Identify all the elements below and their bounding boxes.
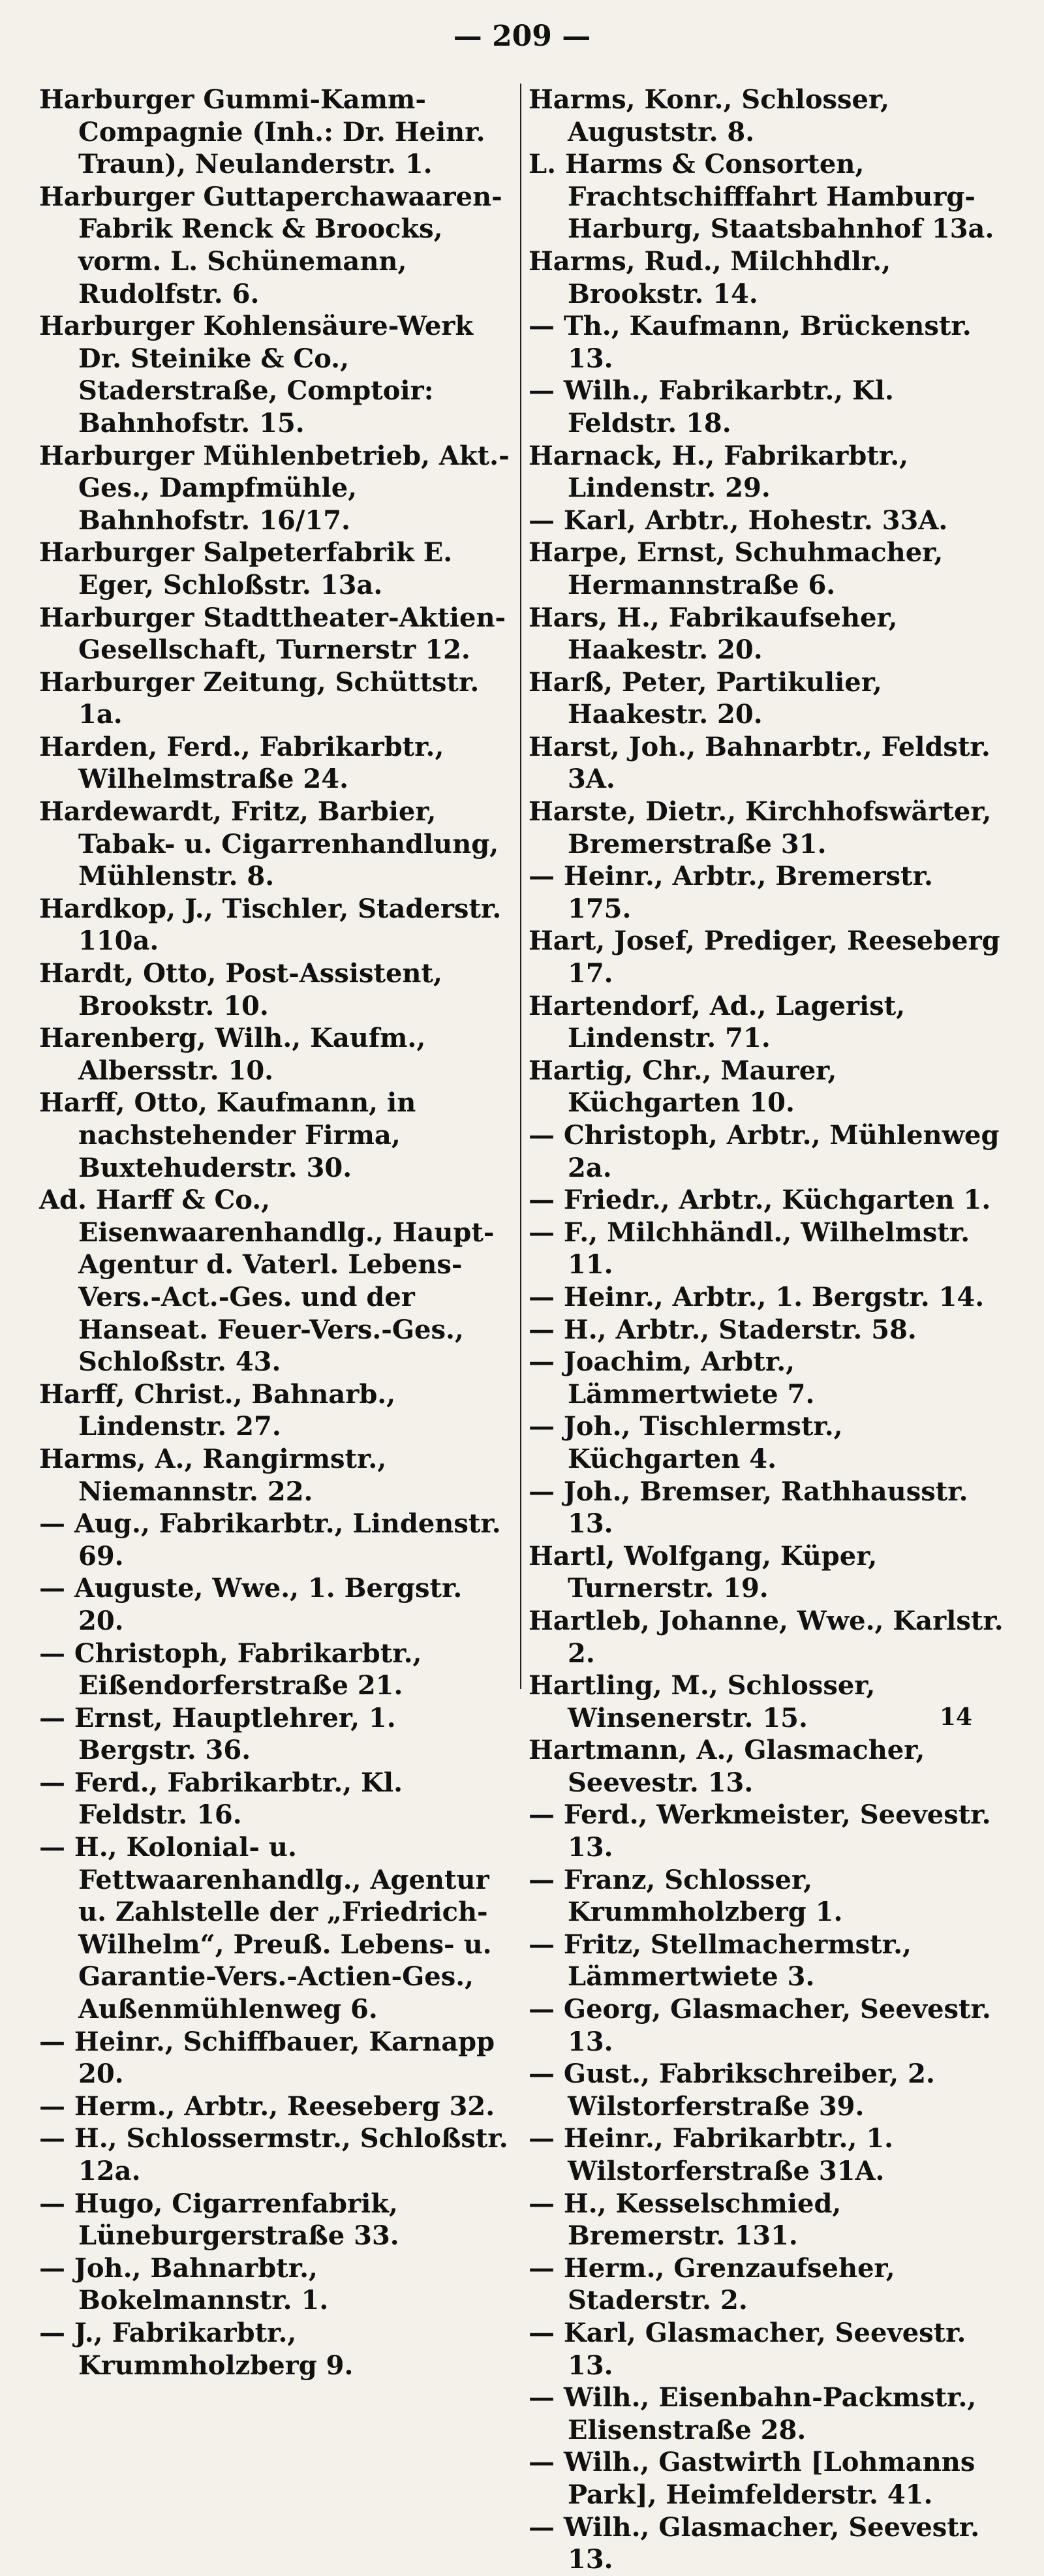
directory-entry: Harburger Gummi-Kamm-Compagnie (Inh.: Dr. Heinr. Traun), Neulanderstr. 1. (39, 84, 485, 180)
directory-entry: Hartling, M., Schlosser, Winsenerstr. 15. (529, 1670, 876, 1733)
directory-entry: — Heinr., Arbtr., 1. Bergstr. 14. (529, 1281, 985, 1312)
directory-entry: Harff, Christ., Bahnarb., Lindenstr. 27. (39, 1378, 396, 1442)
directory-entry: Hartig, Chr., Maurer, Küchgarten 10. (529, 1055, 837, 1119)
directory-entry: — Wilh., Gastwirth [Lohmanns Park], Heimfelderstr. 41. (529, 2447, 975, 2510)
directory-entry: — Franz, Schlosser, Krummholzberg 1. (529, 1864, 843, 1928)
directory-entry: Harnack, H., Fabrikarbtr., Lindenstr. 29. (529, 440, 909, 504)
directory-entry: Harff, Otto, Kaufmann, in nachstehender Firma, Buxtehuderstr. 30. (39, 1087, 416, 1183)
directory-entry: Hartleb, Johanne, Wwe., Karlstr. 2. (529, 1605, 1004, 1669)
directory-entry: — Heinr., Fabrikarbtr., 1. Wilstorferstraße 31A. (529, 2123, 894, 2186)
directory-entry: Harburger Stadttheater-Aktien-Gesellschaft, Turnerstr 12. (39, 602, 506, 666)
directory-entry: — Christoph, Arbtr., Mühlenweg 2a. (529, 1120, 1000, 1183)
directory-entry: — Friedr., Arbtr., Küchgarten 1. (529, 1185, 991, 1216)
directory-entry: Harste, Dietr., Kirchhofswärter, Bremerstraße 31. (529, 796, 992, 860)
directory-entry: — Th., Kaufmann, Brückenstr. 13. (529, 311, 972, 374)
directory-entry: — Auguste, Wwe., 1. Bergstr. 20. (39, 1573, 463, 1636)
directory-entry: Harburger Guttaperchawaaren-Fabrik Renck & Broocks, vorm. L. Schünemann, Rudolfstr. 6. (39, 181, 502, 309)
page-number: — 209 — (453, 20, 591, 53)
directory-entry: — Karl, Glasmacher, Seevestr. 13. (529, 2317, 966, 2381)
directory-entry: — F., Milchhändl., Wilhelmstr. 11. (529, 1217, 970, 1280)
directory-entry: Harms, Rud., Milchhdlr., Brookstr. 14. (529, 245, 891, 309)
directory-entry: L. Harms & Consorten, Frachtschifffahrt Hamburg-Harburg, Staatsbahnhof 13a. (529, 149, 994, 245)
directory-entry: — Wilh., Glasmacher, Seevestr. 13. (529, 2511, 980, 2575)
directory-entry: Harburger Zeitung, Schüttstr. 1a. (39, 666, 480, 730)
directory-entry: — J., Fabrikarbtr., Krummholzberg 9. (39, 2317, 354, 2381)
printer-signature: 14 (939, 1703, 972, 1731)
directory-entry: Hartendorf, Ad., Lagerist, Lindenstr. 71. (529, 990, 906, 1054)
left-column (39, 84, 515, 2382)
directory-entry: — Georg, Glasmacher, Seevestr. 13. (529, 1994, 991, 2057)
directory-entry: Hartmann, A., Glasmacher, Seevestr. 13. (529, 1735, 925, 1798)
directory-entry: Harenberg, Wilh., Kaufm., Albersstr. 10. (39, 1023, 426, 1086)
directory-entry: — Heinr., Schiffbauer, Karnapp 20. (39, 2026, 495, 2090)
directory-entry: — H., Schlossermstr., Schloßstr. 12a. (39, 2123, 508, 2186)
directory-entry: — Christoph, Fabrikarbtr., Eißendorferstraße 21. (39, 1637, 422, 1701)
directory-entry: Harms, A., Rangirmstr., Niemannstr. 22. (39, 1443, 387, 1507)
directory-entry: Harpe, Ernst, Schuhmacher, Hermannstraße 6. (529, 537, 944, 600)
directory-entry: — Joh., Bremser, Rathhausstr. 13. (529, 1476, 968, 1540)
directory-entry: — Karl, Arbtr., Hohestr. 33A. (529, 504, 948, 536)
directory-entry: — Joachim, Arbtr., Lämmertwiete 7. (529, 1346, 815, 1410)
directory-entry: — Joh., Tischlermstr., Küchgarten 4. (529, 1411, 843, 1474)
directory-entry: Harburger Salpeterfabrik E. Eger, Schloßstr. 13a. (39, 537, 453, 600)
directory-entry: Harß, Peter, Partikulier, Haakestr. 20. (529, 666, 882, 730)
directory-entry: Hart, Josef, Prediger, Reeseberg 17. (529, 925, 1000, 989)
directory-entry: Harst, Joh., Bahnarbtr., Feldstr. 3A. (529, 731, 990, 795)
directory-entry: — H., Kolonial- u. Fettwaarenhandlg., Agentur u. Zahlstelle der „Friedrich-Wilhelm“, Preuß. Lebens- u. Garantie-Vers.-Actien-Ges., Außenmühlenweg 6. (39, 1832, 492, 2025)
directory-entry: Hartl, Wolfgang, Küper, Turnerstr. 19. (529, 1540, 878, 1604)
directory-entry: — Ernst, Hauptlehrer, 1. Bergstr. 36. (39, 1702, 396, 1766)
directory-entry: Hardewardt, Fritz, Barbier, Tabak- u. Cigarrenhandlung, Mühlenstr. 8. (39, 796, 499, 892)
directory-entry: — Ferd., Werkmeister, Seevestr. 13. (529, 1799, 991, 1863)
directory-entry: Ad. Harff & Co., Eisenwaarenhandlg., Haupt-Agentur d. Vaterl. Lebens-Vers.-Act.-Ges. und der Hanseat. Feuer-Vers.-Ges., Schloßstr. 43. (39, 1185, 495, 1378)
directory-entry: — Herm., Arbtr., Reeseberg 32. (39, 2090, 495, 2122)
directory-entry: Hardkop, J., Tischler, Staderstr. 110a. (39, 893, 502, 957)
directory-entry: — Wilh., Fabrikarbtr., Kl. Feldstr. 18. (529, 375, 894, 439)
directory-entry: Hars, H., Fabrikaufseher, Haakestr. 20. (529, 602, 898, 666)
column-divider (520, 84, 521, 1689)
right-column (529, 84, 1005, 2576)
directory-entry: Harburger Kohlensäure-Werk Dr. Steinike & Co., Staderstraße, Comptoir: Bahnhofstr. 15. (39, 311, 474, 439)
directory-entry: Harms, Konr., Schlosser, Auguststr. 8. (529, 84, 890, 147)
directory-entry: Hardt, Otto, Post-Assistent, Brookstr. 10. (39, 958, 442, 1021)
directory-entry: Harburger Mühlenbetrieb, Akt.-Ges., Dampfmühle, Bahnhofstr. 16/17. (39, 440, 510, 536)
directory-entry: — Gust., Fabrikschreiber, 2. Wilstorferstraße 39. (529, 2058, 935, 2122)
directory-entry: — Herm., Grenzaufseher, Staderstr. 2. (529, 2252, 895, 2316)
directory-entry: Harden, Ferd., Fabrikarbtr., Wilhelmstraße 24. (39, 731, 444, 795)
directory-entry: — Joh., Bahnarbtr., Bokelmannstr. 1. (39, 2252, 329, 2316)
directory-entry: — Wilh., Eisenbahn-Packmstr., Elisenstraße 28. (529, 2382, 977, 2445)
directory-entry: — Fritz, Stellmachermstr., Lämmertwiete 3. (529, 1929, 912, 1993)
directory-entry: — Aug., Fabrikarbtr., Lindenstr. 69. (39, 1508, 501, 1572)
directory-entry: — Ferd., Fabrikarbtr., Kl. Feldstr. 16. (39, 1767, 403, 1831)
directory-entry: — H., Arbtr., Staderstr. 58. (529, 1314, 917, 1345)
directory-entry: — Heinr., Arbtr., Bremerstr. 175. (529, 861, 933, 924)
directory-entry: — Hugo, Cigarrenfabrik, Lüneburgerstraße 33. (39, 2188, 399, 2252)
directory-entry: — H., Kesselschmied, Bremerstr. 131. (529, 2188, 842, 2252)
